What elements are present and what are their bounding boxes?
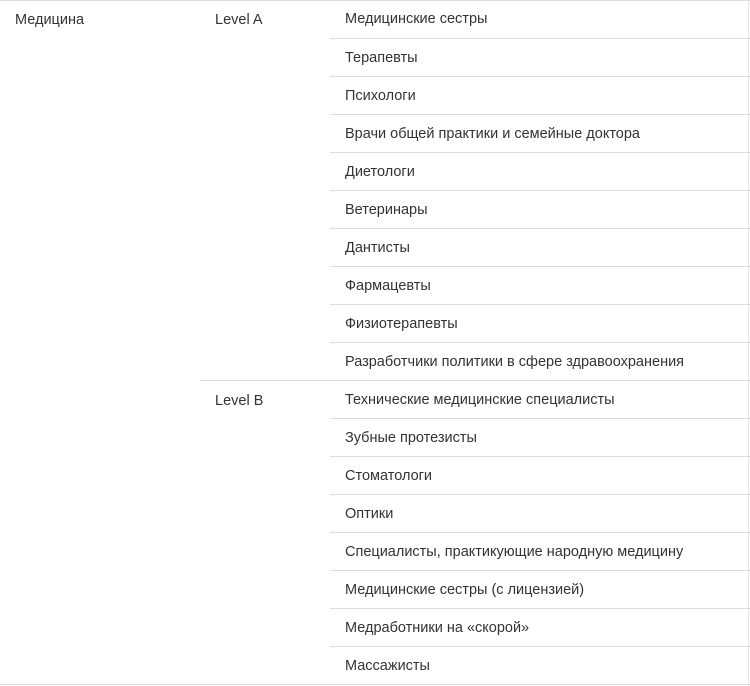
category-cell: Медицина [15,12,85,28]
level-b-list [330,380,750,684]
bottom-divider [0,684,750,685]
list-item: Медицинские сестры [345,11,488,27]
list-item: Массажисты [330,646,750,684]
list-item: Разработчики политики в сфере здравоохранения [330,342,750,380]
list-item: Дантисты [330,228,750,266]
list-item: Медицинские сестры (с лицензией) [330,570,750,608]
list-item: Зубные протезисты [330,418,750,456]
list-item: Ветеринары [330,190,750,228]
list-item: Терапевты [330,38,750,76]
list-item: Технические медицинские специалисты [330,380,750,418]
list-item: Специалисты, практикующие народную медицину [330,532,750,570]
list-item: Диетологи [330,152,750,190]
list-item: Стоматологи [330,456,750,494]
list-item: Фармацевты [330,266,750,304]
level-a-list [330,0,750,380]
level-b-cell [200,380,330,685]
list-item: Врачи общей практики и семейные доктора [330,114,750,152]
list-item: Оптики [330,494,750,532]
list-item: Медработники на «скорой» [330,608,750,646]
level-a-label: Level A [215,12,263,28]
list-item: Психологи [330,76,750,114]
level-a-cell [200,0,330,380]
level-b-label: Level B [215,393,264,409]
list-item: Физиотерапевты [330,304,750,342]
